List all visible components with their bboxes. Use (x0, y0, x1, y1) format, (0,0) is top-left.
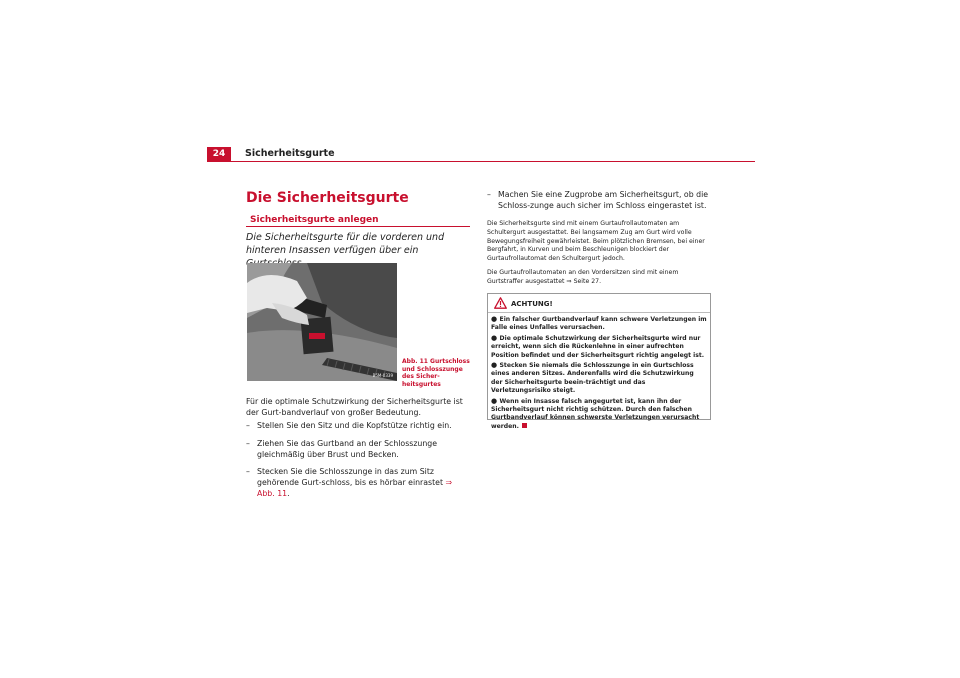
bullet-icon: ● (491, 315, 500, 323)
step-text: Stecken Sie die Schlosszunge in das zum Sitz gehörende Gurt-schloss, bis es hörbar einrastet (257, 467, 444, 487)
warning-item-text: Wenn ein Insasse falsch angegurtet ist, kann ihn der Sicherheitsgurt nicht richtig schützen. Durch den falschen Gurtbandverlauf können schwerste Verletzungen verursacht werden. (491, 397, 700, 430)
tensioner-note: Die Gurtaufrollautomaten an den Vordersitzen sind mit einem Gurtstraffer ausgestattet ⇒ Seite 27. (487, 269, 679, 285)
bullet-icon: ● (491, 396, 500, 405)
page-number: 24 (207, 147, 231, 161)
warning-box (487, 293, 711, 430)
seatbelt-buckle-photo (247, 263, 397, 381)
warning-item (491, 315, 707, 333)
retractor-note: Die Sicherheitsgurte sind mit einem Gurtaufrollautomaten am Schultergurt ausgestattet. Bei langsamem Zug am Gurt wird volle Bewegungsfreiheit gewährleistet. Beim plötzlichen Bremsen, bei einer Bergfahrt, in Kurven und beim Beschleunigen blockiert der Gurtaufrollautomat den Schultergurt jedoch. (487, 220, 705, 263)
subtitle-rule (246, 226, 470, 227)
warning-rule (488, 312, 710, 313)
step-item: – Machen Sie eine Zugprobe am Sicherheitsgurt, ob die Schloss-zunge auch sicher im Schloss eingerastet ist. (487, 189, 712, 211)
seatbelt-buckle-illustration (247, 263, 397, 381)
section-title: Die Sicherheitsgurte (246, 190, 409, 206)
figure-reference-link[interactable]: ⇒ Abb. 11 (257, 478, 453, 498)
warning-item-text: Ein falscher Gurtbandverlauf kann schwere Verletzungen im Falle eines Unfalles verursachen. (491, 316, 707, 332)
warning-item (491, 397, 707, 432)
warning-list (491, 315, 707, 432)
warning-item-text: Die optimale Schutzwirkung der Sicherheitsgurte wird nur erreicht, wenn sich die Rückenlehne in einer aufrechten Position befindet und der Sicherheitsgurt richtig angelegt ist. (491, 334, 705, 359)
warning-triangle-icon (494, 297, 507, 309)
figure-code: B5M-0339 (372, 373, 393, 378)
step-item: – Stellen Sie den Sitz und die Kopfstütze richtig ein. (246, 420, 471, 431)
header-rule (207, 161, 755, 162)
bullet-icon: ● (491, 361, 500, 370)
warning-item (491, 334, 707, 360)
figure-caption: Abb. 11 Gurtschloss und Schlosszunge des Sicher-heitsgurtes (402, 358, 470, 388)
warning-header (488, 294, 710, 312)
section-subtitle: Sicherheitsgurte anlegen (250, 215, 379, 225)
step-item (246, 466, 471, 499)
intro-paragraph: Für die optimale Schutzwirkung der Sicherheitsgurte ist der Gurt-bandverlauf von großer Bedeutung. (246, 397, 463, 417)
step-end: . (287, 489, 290, 498)
end-of-section-icon (522, 423, 527, 428)
warning-title: ACHTUNG! (511, 300, 553, 308)
step-item: – Ziehen Sie das Gurtband an der Schlosszunge gleichmäßig über Brust und Becken. (246, 438, 471, 460)
bullet-icon: ● (491, 333, 500, 342)
running-title: Sicherheitsgurte (245, 148, 335, 159)
warning-item (491, 361, 707, 396)
warning-item-text: Stecken Sie niemals die Schlosszunge in ein Gurtschloss eines anderen Sitzes. Anderenfalls wird die Schutzwirkung der Sicherheitsgurte beein-trächtigt und das Verletzungsrisiko steigt. (491, 362, 694, 395)
section-intro: Die Sicherheitsgurte für die vorderen und hinteren Insassen verfügen über ein (246, 232, 445, 256)
